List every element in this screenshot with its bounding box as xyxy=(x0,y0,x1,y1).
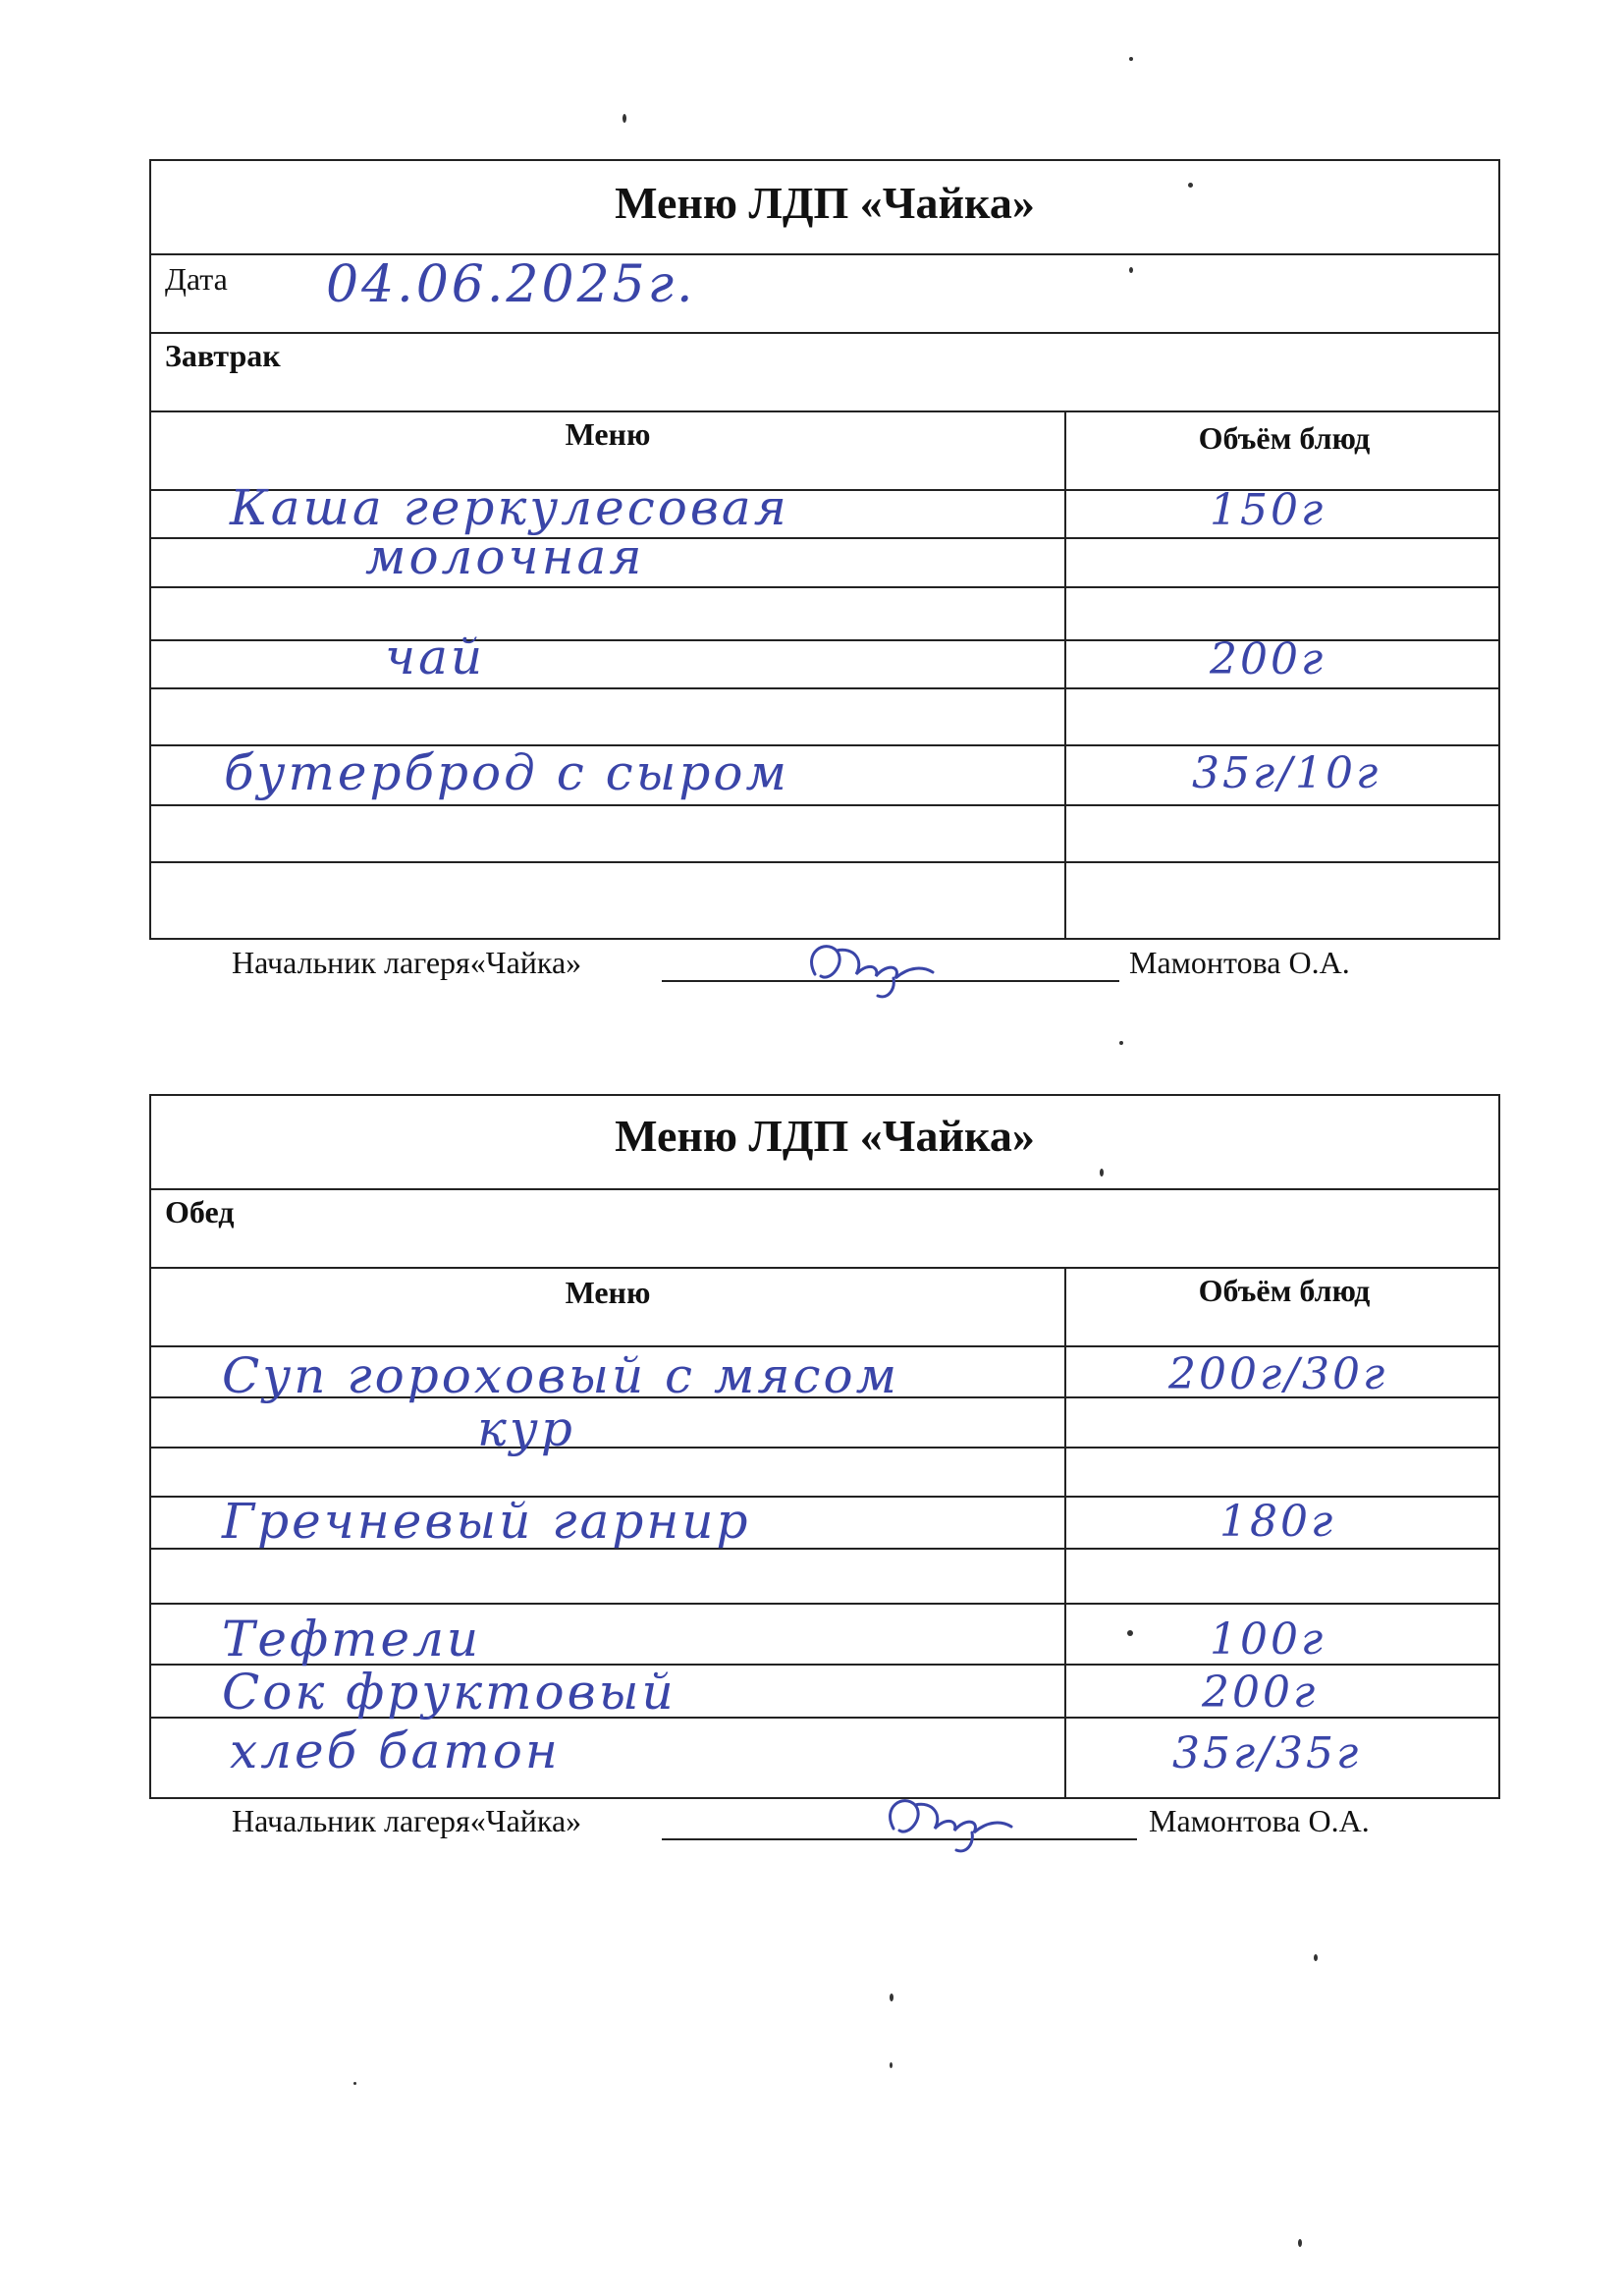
breakfast-row-line xyxy=(151,687,1498,689)
lunch-dish-3: Тефтели xyxy=(222,1611,482,1667)
breakfast-volume-1: 150г xyxy=(1210,485,1326,535)
lunch-row-line xyxy=(151,1447,1498,1449)
breakfast-column-divider xyxy=(1064,412,1066,938)
breakfast-footer-name: Мамонтова О.А. xyxy=(1129,945,1350,980)
lunch-menu-card xyxy=(149,1094,1500,1799)
breakfast-dish-3: бутерброд с сыром xyxy=(224,744,789,801)
lunch-dish-2: Гречневый гарнир xyxy=(222,1493,751,1550)
lunch-dish-1-line-1: Суп гороховый с мясом xyxy=(222,1347,900,1404)
lunch-volume-1: 200г/30г xyxy=(1168,1349,1388,1399)
scan-speck xyxy=(890,1994,893,2001)
lunch-column-divider xyxy=(1064,1269,1066,1797)
lunch-col-volume: Объём блюд xyxy=(1198,1273,1371,1308)
scan-speck xyxy=(1314,1954,1318,1961)
lunch-row-line xyxy=(151,1603,1498,1605)
lunch-dish-1-line-2: кур xyxy=(477,1400,575,1457)
breakfast-menu-card xyxy=(149,159,1500,940)
lunch-dish-5: хлеб батон xyxy=(230,1722,561,1779)
breakfast-menu-title: Меню ЛДП «Чайка» xyxy=(615,178,1035,228)
scan-speck xyxy=(1298,2239,1302,2247)
scan-speck xyxy=(353,2082,356,2085)
breakfast-signature xyxy=(785,933,943,1002)
lunch-volume-5: 35г/35г xyxy=(1172,1728,1362,1778)
scan-speck xyxy=(890,2062,893,2068)
lunch-footer-name: Мамонтова О.А. xyxy=(1149,1803,1370,1838)
lunch-title-row xyxy=(151,1096,1498,1190)
scan-speck xyxy=(1129,57,1133,61)
date-value: 04.06.2025г. xyxy=(326,255,696,314)
scan-speck xyxy=(1100,1169,1104,1176)
scan-speck xyxy=(623,114,626,123)
lunch-volume-2: 180г xyxy=(1219,1497,1336,1547)
breakfast-dish-1-line-1: Каша геркулесовая xyxy=(230,479,789,536)
breakfast-row-line xyxy=(151,586,1498,588)
breakfast-row-line xyxy=(151,861,1498,863)
lunch-signature xyxy=(864,1787,1021,1856)
lunch-volume-4: 200г xyxy=(1202,1667,1319,1718)
lunch-dish-4: Сок фруктовый xyxy=(222,1664,677,1721)
lunch-volume-3: 100г xyxy=(1210,1614,1326,1665)
scan-speck xyxy=(1188,183,1193,188)
lunch-footer-label: Начальник лагеря«Чайка» xyxy=(232,1803,582,1838)
date-row xyxy=(151,255,1498,334)
lunch-header-row xyxy=(151,1269,1498,1347)
breakfast-volume-2: 200г xyxy=(1210,634,1326,684)
lunch-meal-row xyxy=(151,1190,1498,1269)
breakfast-row-line xyxy=(151,804,1498,806)
breakfast-dish-2: чай xyxy=(385,629,486,685)
breakfast-meal-label: Завтрак xyxy=(165,338,281,373)
breakfast-volume-3: 35г/10г xyxy=(1192,748,1381,798)
date-label: Дата xyxy=(165,261,228,297)
breakfast-footer-label: Начальник лагеря«Чайка» xyxy=(232,945,582,980)
breakfast-col-volume: Объём блюд xyxy=(1198,420,1371,456)
lunch-menu-title: Меню ЛДП «Чайка» xyxy=(615,1111,1035,1161)
lunch-col-menu: Меню xyxy=(565,1275,651,1310)
breakfast-dish-1-line-2: молочная xyxy=(365,528,645,585)
breakfast-col-menu: Меню xyxy=(565,416,651,452)
lunch-meal-label: Обед xyxy=(165,1194,235,1230)
breakfast-row-line xyxy=(151,537,1498,539)
breakfast-meal-row xyxy=(151,334,1498,412)
scan-speck xyxy=(1129,267,1133,273)
scan-speck xyxy=(1119,1041,1123,1045)
breakfast-title-row xyxy=(151,161,1498,255)
scan-speck xyxy=(1127,1630,1133,1636)
